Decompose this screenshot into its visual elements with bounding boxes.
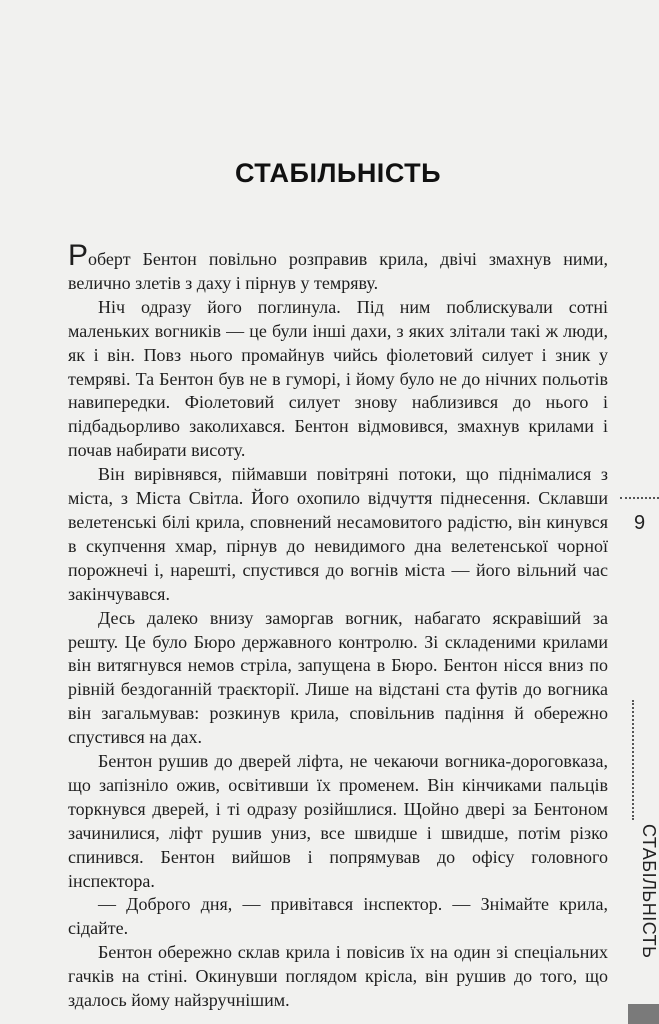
page-number-divider [620,497,659,499]
paragraph-5: Бентон рушив до дверей ліфта, не чекаючи вогника-дороговказа, що запізніло ожив, освітивши їх променем. Він кінчиками пальців торкнувся дверей, і ті одразу розійшлися. Щойно двері за Бентоном зачинилися, ліфт рушив униз, все швидше і швидше, потім різко спинився. Бентон вийшов і попрямував до офісу головного інспектора. [68,751,608,891]
chapter-title: СТАБІЛЬНІСТЬ [234,158,442,189]
paragraph-6: — Доброго дня, — привітався інспектор. — Знімайте крила, сідайте. [68,894,608,939]
paragraph-2: Ніч одразу його поглинула. Під ним поблискували сотні маленьких вогників — це були інші дахи, з яких злітали такі ж люди, як і він. Повз нього промайнув чийсь фіолетовий силует і зник у темряві. Та Бентон був не в гуморі, і йому було не до нічних польотів навипередки. Фіолетовий силует знову наблизився до нього і підбадьорливо заколихався. Бентон відмовився, змахнув крилами і почав набирати висоту. [68,296,608,461]
running-head-divider [632,700,634,820]
paragraph-7: Бентон обережно склав крила і повісив їх на один зі спеціальних гачків на стіні. Окинувши поглядом крісла, він рушив до того, що здалось йому найзручнішим. [68,942,608,1011]
edge-tab-marker [628,1004,659,1024]
chapter-body [68,239,608,1013]
drop-cap: Р [68,239,89,272]
paragraph-1-text: оберт Бентон повільно розправив крила, двічі змахнув ними, велично злетів з даху і пірнув у темряву. [68,249,608,293]
paragraph-4: Десь далеко внизу заморгав вогник, набагато яскравіший за решту. Це було Бюро державного контролю. Зі складеними крилами він витягнувся немов стріла, запущена в Бюро. Бентон нісся вниз по рівній бездоганній траєкторії. Лише на відстані ста футів до вогника він загальмував: розкинув крила, сповільнив падіння й обережно спустився на дах. [68,607,608,748]
page-number: 9 [633,512,646,534]
paragraph-1 [68,239,608,296]
running-head: СТАБІЛЬНІСТЬ [639,824,659,959]
paragraph-3: Він вирівнявся, піймавши повітряні потоки, що піднімалися з міста, з Міста Світла. Його охопило відчуття піднесення. Склавши велетенські білі крила, сповнений несамовитого радістю, він кинувся в скупчення хмар, пірнув до невидимого дна велетенської чорної порожнечі і, нарешті, спустився до вогнів міста — його вільний час закінчувався. [68,464,608,604]
